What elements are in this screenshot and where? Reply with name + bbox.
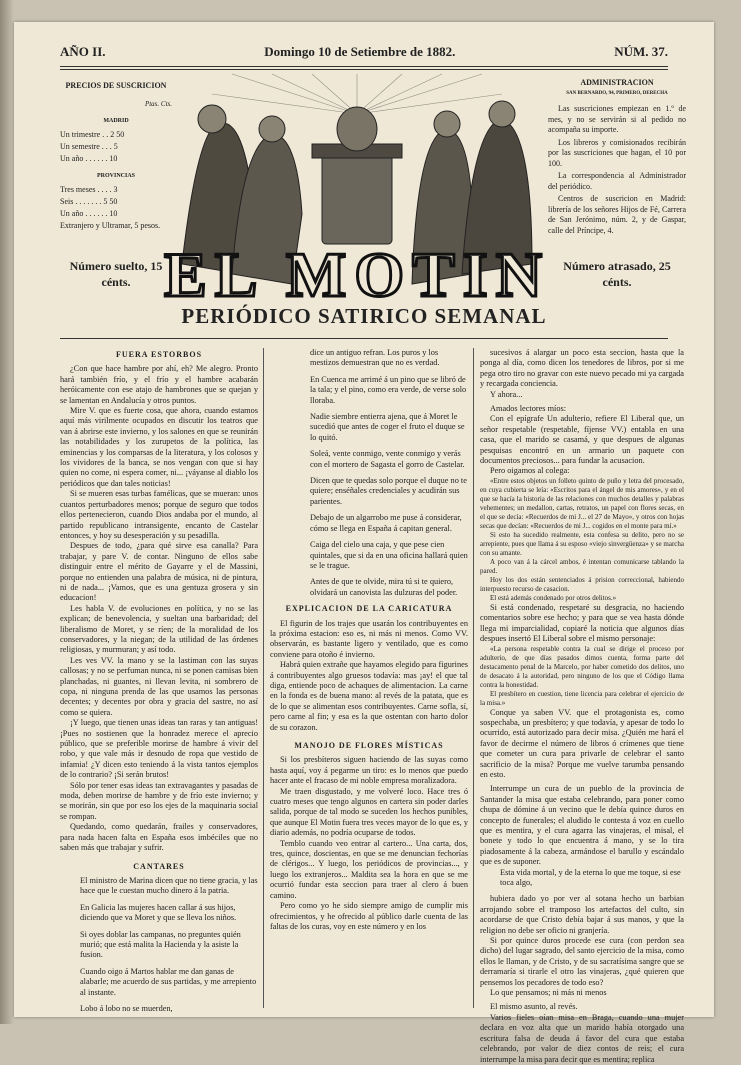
article-paragraph: Y ahora... <box>490 389 523 399</box>
administration-address: SAN BERNARDO, 94, PRIMERO, DERECHA <box>566 90 668 96</box>
province-row: Tres meses . . . . 3 <box>60 185 118 194</box>
section-heading: CANTARES <box>133 861 185 871</box>
verse: dice un antiguo refran. Los puros y los mestizos demuestran que no es verdad. <box>310 348 440 368</box>
article-paragraph: Si los presbíteros siguen haciendo de las suyas como hasta aquí, voy á pegarme un tiro: es lo menos que puedo hacer ante el fracaso de mi noble empresa moralizadora. <box>270 755 468 786</box>
article-paragraph: Interrumpe un cura de un pueblo de la provincia de Santander la misa que estaba celebrando, para poner como chupa de dómine á un vecino que le debía quince duros en concepto de funerales; el aludido le contesta á voz en cuello que es mentira, y el cura agarra las vinajeras, el misal, el bonete y todo lo que encuentra á mano, y se lo tira piadosamente á la cabeza, armándose el barullo y escándalo que es de suponer. <box>480 784 684 867</box>
article-paragraph: Les ves VV. la mano y se la lastiman con las suyas callosas; y no se perfuman nunca, ni se ponen camisas bien planchadas, ni guantes, ni llevan levita, ni sombrero de copa, ni ninguna prenda de las que usamos las personas decentes; y decentes por obra y gracia del sastre, no así como se quiera. <box>60 655 258 717</box>
verse: Soleá, vente conmigo, vente conmigo y verás con el mortero de Sagasta el gorro de Castelar. <box>310 449 465 469</box>
article-paragraph: Les habla V. de evoluciones en política, y no se las explican; de benevolencia, y sueltan una barbaridad; del liberalismo de Moret, y se ríen; de la moralidad de los conservadores, y la niegan; de la utilidad de las órdenes religiosas, y murmuran; y así todo. <box>60 603 258 655</box>
section-heading: FUERA ESTORBOS <box>115 350 203 359</box>
article-paragraph: Pero oigamos al colega: <box>490 466 570 476</box>
article-paragraph: Pero como yo he sido siempre amigo de cumplir mis ofrecimientos, y he ofrecido al público darle cuenta de las faltas de los curas, voy en este número y en los <box>270 901 468 931</box>
quotation: El está además condenado por otros delitos.» <box>490 593 617 602</box>
single-issue-price: Número suelto, 15 cénts. <box>69 259 163 289</box>
quotation: El presbítero en cuestion, tiene licencia para celebrar el ejercicio de la misa.» <box>480 689 684 707</box>
madrid-label: MADRID <box>103 118 129 124</box>
verse: Cuando oigo á Martos hablar me dan ganas de alabarle; me acuerdo de sus partidas, y me arrepiento al instante. <box>80 966 257 997</box>
madrid-row: Un trimestre . . 2 50 <box>60 130 125 139</box>
section-heading: EXPLICACION DE LA CARICATURA <box>285 604 453 614</box>
back-issue-price: Número atrasado, 25 cénts. <box>563 259 671 289</box>
subscription-box <box>60 78 172 232</box>
article-paragraph: Quedando, como quedarán, frailes y conservadores, para nada hacen falta en España esos imbéciles que no saben más que trabajar y sufrir. <box>60 822 258 853</box>
verse: Si oyes doblar las campanas, no preguntes quién murió; que está malita la Hacienda y la asiste la fusion. <box>80 929 241 960</box>
article-paragraph: Si por quince duros procede ese cura (con perdon sea dicho) del lugar sagrado, del santo ejercicio de la misa, como ellos le llaman, y de Cristo, y de su sacratísima sangre que se derramaría si tirarle el otro las vinajeras, ¿qué quieren que pensemos los pecadores de todo eso? <box>480 936 684 987</box>
quotation: «La persona respetable contra la cual se dirige el proceso por adulterio, de que días pasados dimos cuenta, forma parte del destacamento penal de la Marcelo, por haber cometido dos delitos, uno de desacato á la autoridad, pero ninguno de los que el Código llama contra la honestidad. <box>480 644 684 689</box>
article-paragraph: Conque ya saben VV. que el protagonista es, como sospechaba, un presbítero; y que todavía, y apesar de todo lo ocurrido, está autorizado para decir misa. ¿Quién me hará el favor de decirme el número de libros ó crímenes que tiene que cometer un cura para privarle de celebrar el santo sacrificio de la misa? Porque me vuelve tarumba pensando en esto. <box>480 707 684 779</box>
date-label: Domingo 10 de Setiembre de 1882. <box>264 44 456 59</box>
admin-paragraph: Centros de suscricion en Madrid: librería de los señores Hijos de Fé, Carrera de San Jerónimo, núm. 2, y de Gaspar, calle del Príncipe, 4. <box>548 194 686 235</box>
column-3 <box>480 348 684 1065</box>
admin-paragraph: Los libreros y comisionados recibirán por las suscriciones que hagan, el 10 por 100. <box>548 137 686 168</box>
masthead-illustration <box>164 74 550 310</box>
verse: En Galicia las mujeres hacen callar á sus hijos, diciendo que va Moret y que se lleva los niños. <box>80 902 237 923</box>
provinces-label: PROVINCIAS <box>96 173 135 179</box>
masthead-title: EL MOTIN <box>164 239 550 310</box>
article-paragraph: Mire V. que es fuerte cosa, que ahora, cuando estamos aquí más virilmente ocupados en discutir los teatros que van á abrirse este invierno, y los salones en que se reunirán las notabilidades y los zurupetos de la política, las eminencias y los comparsas de la literatura, y los colosos y los vividores de la banca, se nos vengan con que si hay quien no come, ni espera comer, ni... ¡váyanse al diablo los periódicos que dan tales noticias! <box>60 406 258 488</box>
article-paragraph: Sólo por tener esas ideas tan extravagantes y pasadas de moda, deben morirse de hambre y de frío este invierno; y se morirán, sin que por eso los ejes de la maquinaria social se rompan. <box>60 780 258 821</box>
article-paragraph: sucesivos á alargar un poco esta seccion, hasta que la ponga al día, como dicen los tenedores de libros, por si me pega otro tiro no gravar con este nuevo pecado mi ya cargada y recargada conciencia. <box>480 348 684 389</box>
admin-paragraph: Las suscriciones empiezan en 1.º de mes, y no se servirán si al pedido no acompaña su importe. <box>548 104 686 134</box>
verse: Esta vida mortal, y de la eterna lo que me toque, si ese toca algo, <box>500 867 681 887</box>
madrid-row: Un año . . . . . . 10 <box>60 154 118 163</box>
column-1 <box>60 348 258 1020</box>
article-paragraph: Me traen disgustado, y me volveré loco. Hace tres ó cuatro meses que tengo algunos en cartera sin poder darles salida, porque de tal modo se suceden los hechos punibles, que aunque El Motin fuera tres veces mayor de lo que es, y diario además, no podría ocuparse de todos. <box>270 786 468 838</box>
article-paragraph: El mismo asunto, al revés. <box>490 1002 578 1012</box>
verse: En Cuenca me arrimé á un pino que se libró de la tala; y el pino, como era verde, de verse solo lloraba. <box>310 374 467 405</box>
admin-paragraph: La correspondencia al Administrador del periódico. <box>548 171 686 191</box>
article-paragraph: Con el epígrafe Un adulterio, refiere El Liberal que, un señor respetable (respetable, fíjense VV.) entabla en una casa, que el marido se casamá, y que despues de algunas pesquisas encontró en un armario un paquete con documentos preciosos... para fundar la acusacion. <box>480 414 684 466</box>
article-paragraph: ¡Y luego, que tienen unas ideas tan raras y tan antiguas! ¡Pues no sostienen que la honradez merece el aprecio público, que se preferible morirse de hambre á vivir del robo, y que vale más ir desnudo de ropa que vestido de infamia! ¿Y dicen esto teniendo á la vista tantos ejemplos de lo contrario? ¡Si serán brutos! <box>60 718 258 780</box>
section-heading: MANOJO DE FLORES MÍSTICAS <box>294 741 444 750</box>
quotation: «Entre estos objetos un folleto quinto de puño y letra del procesado, en cuya cubierta se leía: «Escritos para el ángel de mis amores», y en el que se hacía la historia de las relaciones con muchos detalles y palabras vehementes; un medallon, cartas, retratos, un papel con flores secas, en el que se decía: «Recuerdos de mi J... el 27 de Mayo», y otros con hojas secas que decían: «Recuerdos de mi J... cogidos en el monte para mí.» <box>480 476 684 530</box>
header-rule <box>60 66 668 67</box>
article-paragraph: ¿Con que hace hambre por ahí, eh? Me alegro. Pronto hará también frío, y el frío y el hambre acabarán heróicamente con ese atajo de hambrones que se quejan y se lamentan en Andalucía y otros puntos. <box>60 364 258 405</box>
quotation: Hoy los dos están sentenciados á prision correccional, habiendo interpuesto recurso de casacion. <box>480 575 684 593</box>
masthead-rule <box>60 338 668 339</box>
column-divider <box>263 348 264 1008</box>
column-divider <box>473 348 474 1008</box>
article-paragraph: Temblo cuando veo entrar al cartero... Una carta, dos, tres, quince, doscientas, en que se me denuncian fechorías de clérigos... Y luego, los periódicos de provincias..., y luego los extranjeros... Maldita sea la hora en que se me ocurrió fundar esta seccion para traer al clero á buen camino. <box>270 838 468 900</box>
column-2 <box>270 348 468 932</box>
subscription-title: PRECIOS DE SUSCRICION <box>65 81 167 90</box>
quotation: Si esto ha sucedido realmente, esta confesa su delito, pero no se arrepiente, pues que llama á su esposo «viejo sinvergüenza» y se marcha con su amante. <box>480 530 684 557</box>
newspaper-subtitle: PERIÓDICO SATIRICO SEMANAL <box>181 304 547 328</box>
verse: Nadie siembre entierra ajena, que á Moret le sucedió que antes de coger el fruto el duque se lo quitó. <box>310 412 465 442</box>
madrid-row: Un semestre . . . 5 <box>60 142 118 151</box>
article-paragraph: Despues de todo, ¿para qué sirve esa canalla? Para trabajar, y pare V. de contar. Ninguno de ellos sabe distinguir entre el mérito de Gayarre y el de Massini, porque no entienden una palabra de música, ni de pintura, ni de nada... ¡Vamos, que es una gentuza grosera y sin educacion! <box>60 541 258 603</box>
newspaper-page <box>14 22 714 1064</box>
administration-title: ADMINISTRACION <box>580 78 654 87</box>
year-label: AÑO II. <box>60 44 106 59</box>
article-paragraph: hubiera dado yo por ver al sotana hecho un barbian arrojando sobre el tramposo los artefactos del culto, sin acordarse de que Cristo debía bajar á sus manos, y que la religion no debe ser oficio ni granjería. <box>480 894 684 935</box>
article-paragraph: Si se mueren esas turbas famélicas, que se mueran: unos cuantos perturbadores menos; porque de seguro que todos ellos pertenecieron, cuando Dios andaba por el mundo, al partido republicano intransigente, encanto de Castelar entonces, y hoy su desesperación y su pesadilla. <box>60 489 258 540</box>
verse: Dicen que te quedas solo porque el duque no te quiere; enséñales credenciales y acudirán sus parientes. <box>310 476 467 506</box>
verse: Caiga del cielo una caja, y que pese cien quintales, que si da en una oficina hallará quien se le trague. <box>310 540 468 570</box>
book-spine <box>0 0 14 1024</box>
caricature-drawing <box>164 74 550 310</box>
quotation: A poco van á la cárcel ambos, é intentan comunicarse tablando la pared. <box>480 557 684 575</box>
foreign-price: Extranjero y Ultramar, 5 pesos. <box>60 221 161 230</box>
verse: Lobo á lobo no se muerden, <box>80 1003 173 1013</box>
issue-number: NÚM. 37. <box>614 44 668 59</box>
administration-box <box>548 78 686 238</box>
article-paragraph: Lo que pensamos; ni más ni menos <box>490 988 607 998</box>
article-paragraph: Habrá quien extrañe que hayamos elegido para figurines á contribuyentes algo gruesos todavía: mas ¡ay! el que tal diga, entiende poco de achaques de alimentacion. La carne en la fonda es de buena mano: al revés de la patata, que es de lo que se alimentan esos contribuyentes. Carne sofla, sí, pero carne al fin; y esa es la que ostentan con harto dolor de su corazon. <box>270 660 468 732</box>
article-paragraph: Si está condenado, respetaré su desgracia, no haciendo comentarios sobre ese hecho; y para que se vea hasta dónde llega mi imparcialidad, copiaré la noticia que algunos días despues insertó El Liberal sobre el mismo personaje: <box>480 602 684 644</box>
article-paragraph: El figurin de los trajes que usarán los contribuyentes en la próxima estacion: eso es, ni más ni menos. Como VV. observarán, es bastante ligero y ventilado, que es como conviene para otoño é invierno. <box>270 618 468 659</box>
province-row: Un año . . . . . . 10 <box>60 209 118 218</box>
header-line <box>60 44 668 60</box>
currency-note: Ptas. Cts. <box>144 100 172 108</box>
province-row: Seis . . . . . . . 5 50 <box>60 197 118 206</box>
verse: El ministro de Marina dicen que no tiene gracia, y las hace que le cuestan mucho dinero á la patria. <box>80 875 258 896</box>
verse: Antes de que te olvide, mira tú si te quiero, olvidará un canovista las dulzuras del poder. <box>310 577 458 597</box>
article-paragraph: Varios fieles oían misa en Braga, cuando una mujer declara en voz alta que un marido había otorgado una escritura falsa de deuda á favor del cura que estaba celebrando, por valor de diez contos de reis; el cura interrumpe la misa para decir que es mentira; replica <box>480 1012 684 1064</box>
article-paragraph: Amados lectores míos: <box>490 404 567 414</box>
verse: Debajo de un algarrobo me puse á considerar, cómo se llega en España á capitan general. <box>310 513 462 533</box>
header-rule-2 <box>60 69 668 70</box>
